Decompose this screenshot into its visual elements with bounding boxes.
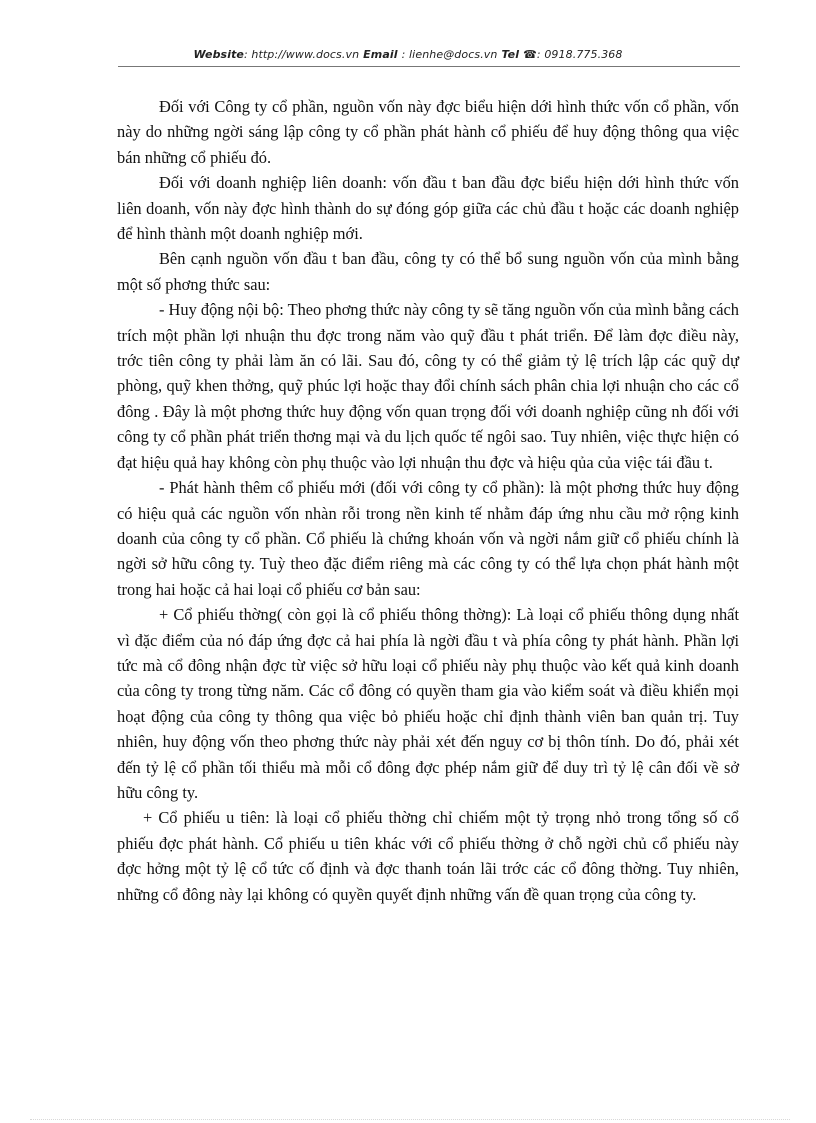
email-label: Email [363, 48, 398, 61]
phone-icon: ☎ [523, 48, 537, 61]
tel-value: : 0918.775.368 [536, 48, 623, 61]
page-header [0, 48, 816, 61]
tel-label: Tel [501, 48, 520, 61]
website-url[interactable]: : http://www.docs.vn [244, 48, 360, 61]
website-label: Website [193, 48, 244, 61]
document-body [117, 94, 739, 907]
paragraph: + Cổ phiếu u tiên: là loại cổ phiếu thờng chỉ chiếm một tỷ trọng nhỏ trong tổng số cổ phiếu đợc phát hành. Cổ phiếu u tiên khác với cổ phiếu thờng ở chỗ ngời chủ cổ phiếu này đợc hởng một tỷ lệ cổ tức cố định và đợc thanh toán lãi trớc các cổ đông thờng. Tuy nhiên, những cổ đông này lại không có quyền quyết định những vấn đề quan trọng của công ty. [117, 808, 739, 904]
paragraph: - Huy động nội bộ: Theo phơng thức này công ty sẽ tăng nguồn vốn của mình bằng cách trích một phần lợi nhuận thu đợc trong năm vào quỹ đầu t phát triển. Để làm đợc điều này, trớc tiên công ty phải làm ăn có lãi. Sau đó, công ty có thể giảm tỷ lệ trích lập các quỹ dự phòng, quỹ khen thởng, quỹ phúc lợi hoặc thay đổi chính sách phân chia lợi nhuận cho các cổ đông . Đây là một phơng thức huy động vốn quan trọng đối với doanh nghiệp cũng nh đối với công ty cổ phần phát triển thơng mại và du lịch quốc tế ngôi sao. Tuy nhiên, việc thực hiện có đạt hiệu quả hay không còn phụ thuộc vào lợi nhuận thu đợc và hiệu qủa của việc tái đầu t. [117, 300, 739, 472]
page-bottom-border [30, 1119, 790, 1120]
paragraph: - Phát hành thêm cổ phiếu mới (đối với công ty cổ phần): là một phơng thức huy động có hiệu quả các nguồn vốn nhàn rỗi trong nền kinh tế nhằm đáp ứng nhu cầu mở rộng kinh doanh của công ty cổ phần. Cổ phiếu là chứng khoán vốn và ngời nắm giữ cổ phiếu chính là ngời sở hữu công ty. Tuỳ theo đặc điểm riêng mà các công ty có thể lựa chọn phát hành một trong hai hoặc cả hai loại cổ phiếu cơ bản sau: [117, 478, 739, 599]
paragraph: + Cổ phiếu thờng( còn gọi là cổ phiếu thông thờng): Là loại cổ phiếu thông dụng nhất vì đặc điểm của nó đáp ứng đợc cả hai phía là ngời đầu t và phía công ty phát hành. Phần lợi tức mà cổ đông nhận đợc từ việc sở hữu loại cổ phiếu này phụ thuộc vào kết quả kinh doanh của công ty trong từng năm. Các cổ đông có quyền tham gia vào kiểm soát và điều khiển mọi hoạt động của công ty thông qua việc bỏ phiếu hoặc chỉ định thành viên ban quản trị. Tuy nhiên, huy động vốn theo phơng thức này phải xét đến nguy cơ bị thôn tính. Do đó, phải xét đến tỷ lệ cổ phần tối thiểu mà mỗi cổ đông đợc phép nắm giữ để duy trì tỷ lệ cân đối về sở hữu công ty. [117, 605, 739, 802]
paragraph: Đối với Công ty cổ phần, nguồn vốn này đợc biểu hiện dới hình thức vốn cổ phần, vốn này do những ngời sáng lập công ty cổ phần phát hành cổ phiếu để huy động thông qua việc bán những cổ phiếu đó. [117, 97, 739, 167]
header-divider [118, 66, 740, 67]
paragraph: Đối với doanh nghiệp liên doanh: vốn đầu t ban đầu đợc biểu hiện dới hình thức vốn liên doanh, vốn này đợc hình thành do sự đóng góp giữa các chủ đầu t hoặc các doanh nghiệp để hình thành một doanh nghiệp mới. [117, 173, 739, 244]
paragraph: Bên cạnh nguồn vốn đầu t ban đầu, công ty có thể bổ sung nguồn vốn của mình bằng một số phơng thức sau: [117, 249, 739, 294]
email-value[interactable]: : lienhe@docs.vn [401, 48, 498, 61]
